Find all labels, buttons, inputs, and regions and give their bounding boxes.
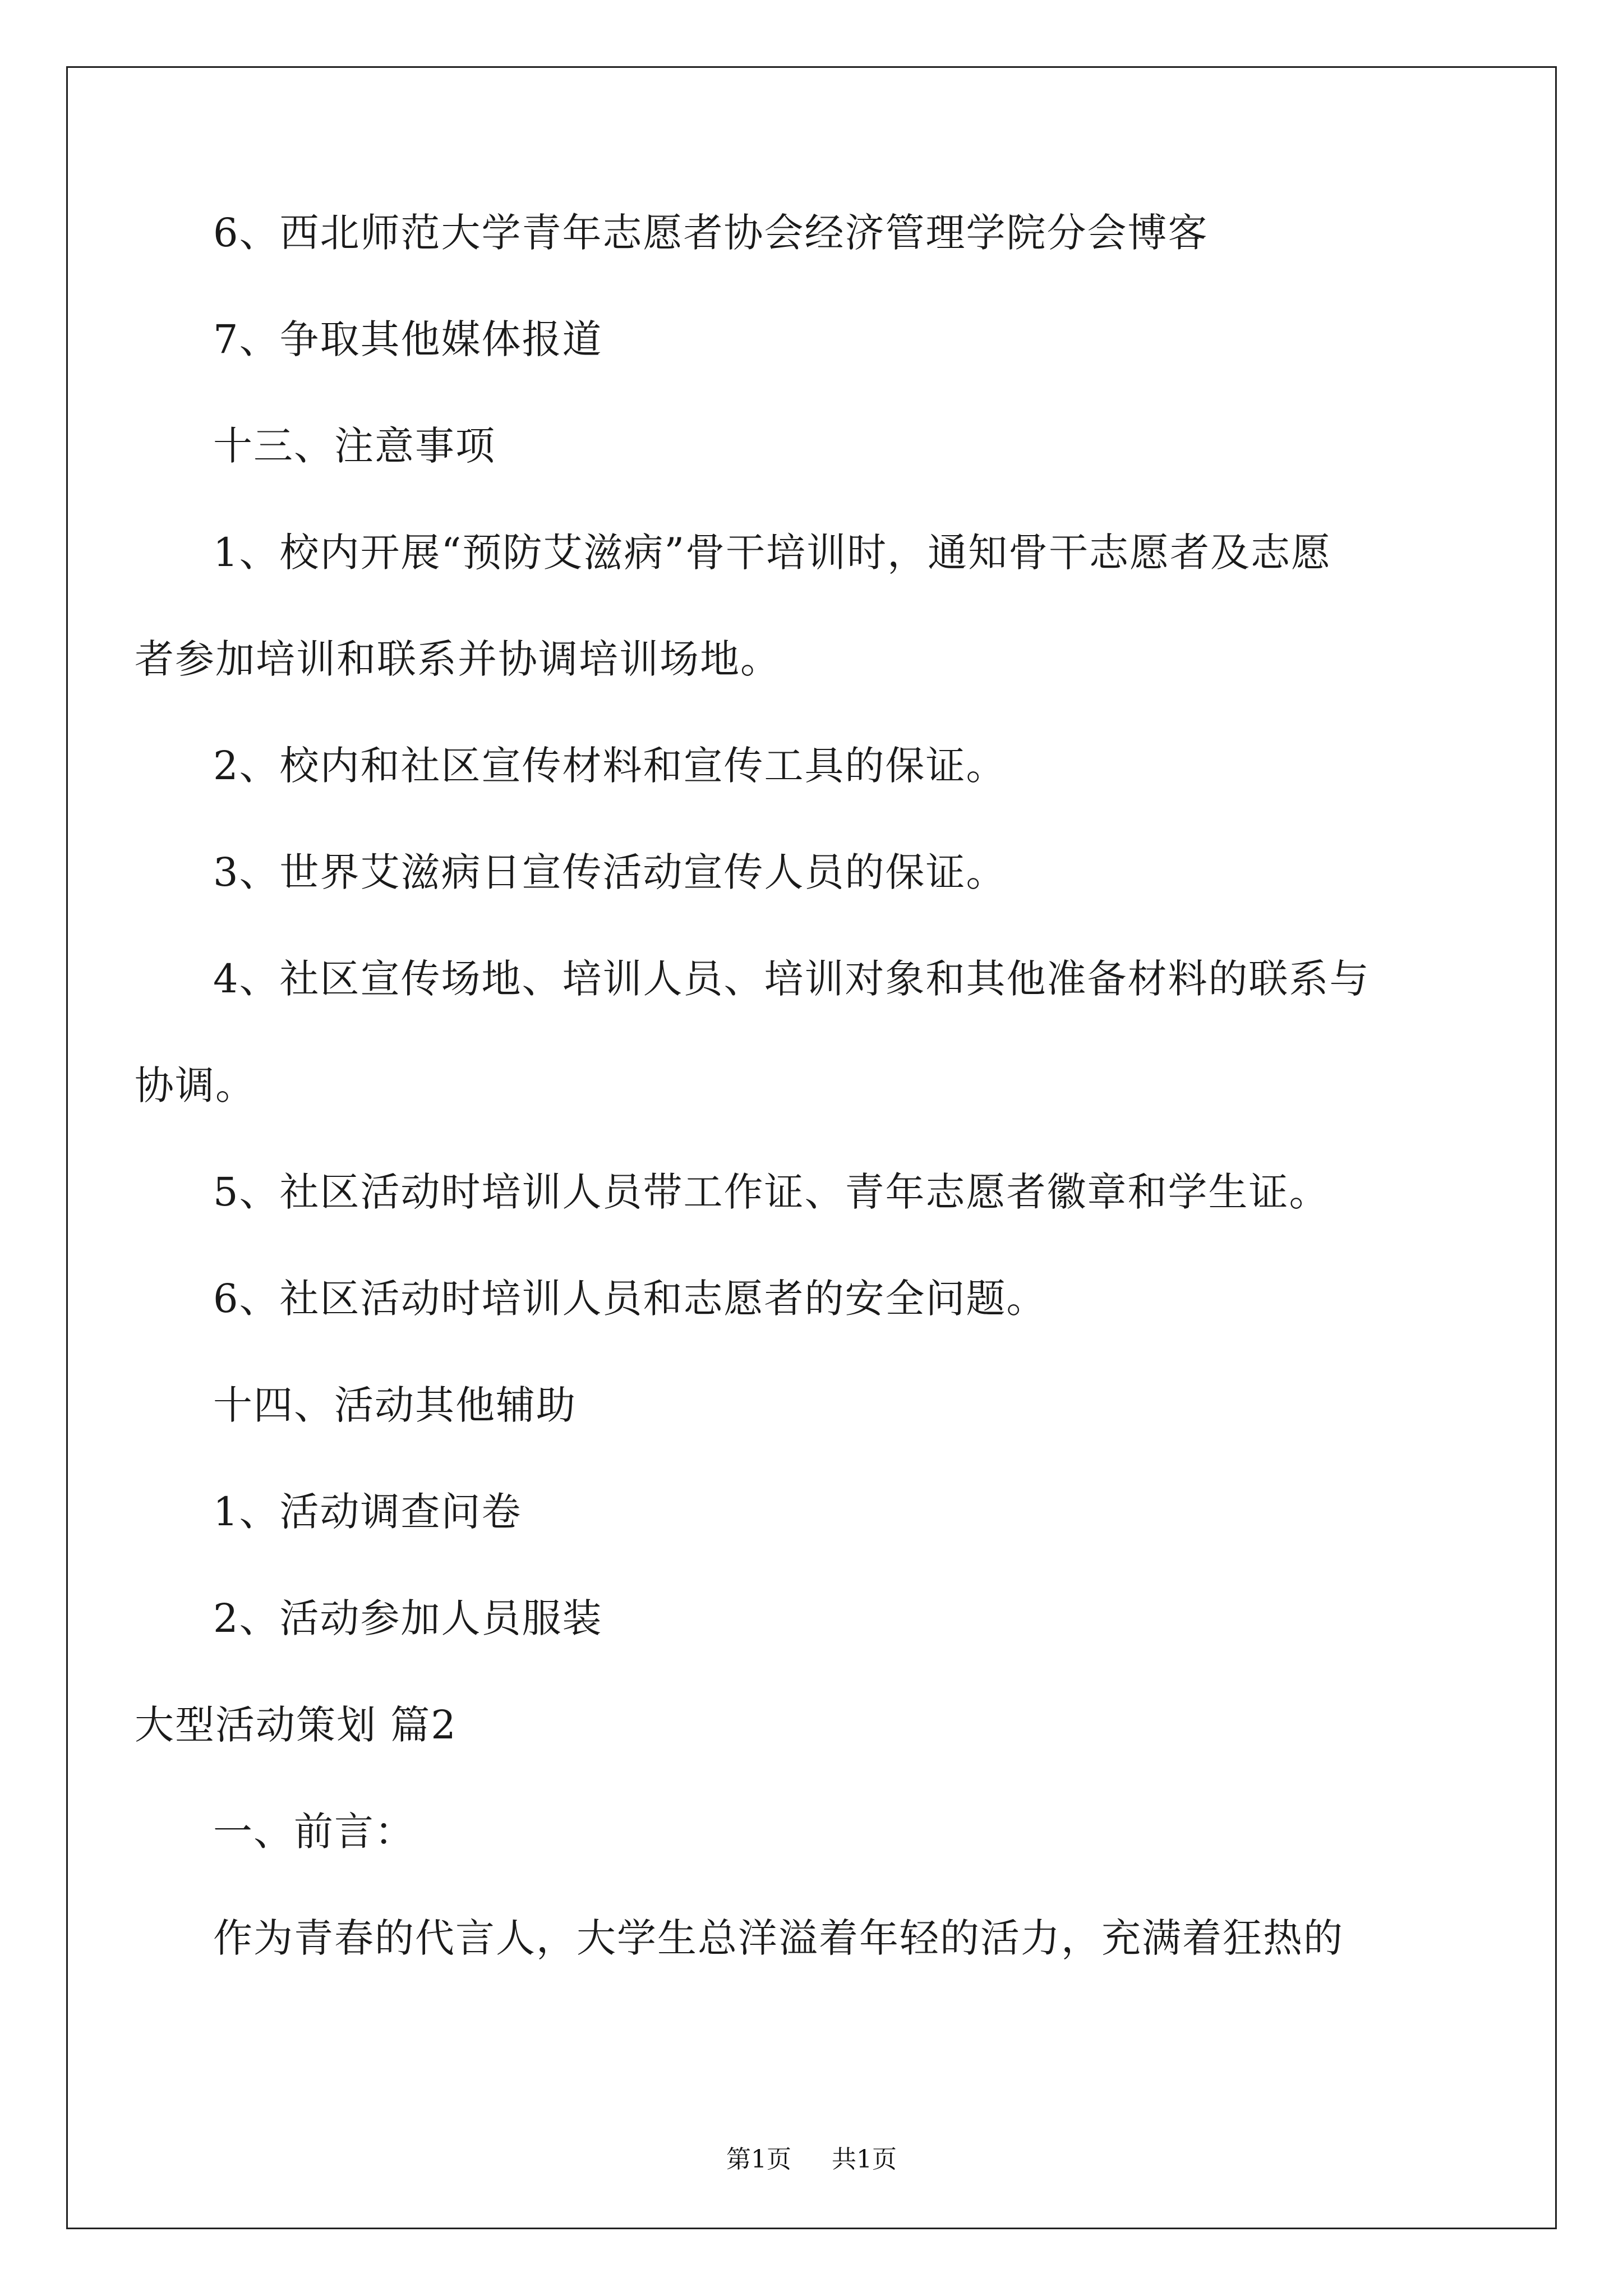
paragraph-line: 6、社区活动时培训人员和志愿者的安全问题。: [213, 1276, 1047, 1322]
paragraph-line: 1、活动调查问卷: [213, 1489, 522, 1535]
paragraph-line: 3、世界艾滋病日宣传活动宣传人员的保证。: [213, 849, 1007, 895]
paragraph-line: 4、社区宣传场地、培训人员、培训对象和其他准备材料的联系与: [213, 956, 1370, 1002]
paragraph-line: 7、争取其他媒体报道: [213, 316, 603, 362]
paragraph-line: 5、社区活动时培训人员带工作证、青年志愿者徽章和学生证。: [213, 1169, 1330, 1215]
paragraph-line: 者参加培训和联系并协调培训场地。: [135, 636, 781, 682]
page-total: 共1页: [832, 2145, 897, 2174]
section-heading: 十三、注意事项: [213, 423, 496, 469]
paragraph-line: 1、校内开展“预防艾滋病”骨干培训时，通知骨干志愿者及志愿: [213, 530, 1332, 576]
page-number: 第1页: [726, 2145, 791, 2174]
section-heading: 十四、活动其他辅助: [213, 1382, 577, 1428]
section-heading: 一、前言：: [213, 1809, 415, 1855]
paragraph-line: 作为青春的代言人，大学生总洋溢着年轻的活力，充满着狂热的: [213, 1915, 1344, 1961]
paragraph-line: 6、西北师范大学青年志愿者协会经济管理学院分会博客: [213, 210, 1209, 256]
paragraph-line: 协调。: [135, 1062, 256, 1108]
page-border: [66, 66, 1557, 2229]
page-footer: [0, 2143, 1623, 2177]
paragraph-line: 2、校内和社区宣传材料和宣传工具的保证。: [213, 743, 1007, 789]
paragraph-line: 2、活动参加人员服装: [213, 1595, 603, 1641]
document-title: 大型活动策划 篇2: [135, 1702, 457, 1748]
